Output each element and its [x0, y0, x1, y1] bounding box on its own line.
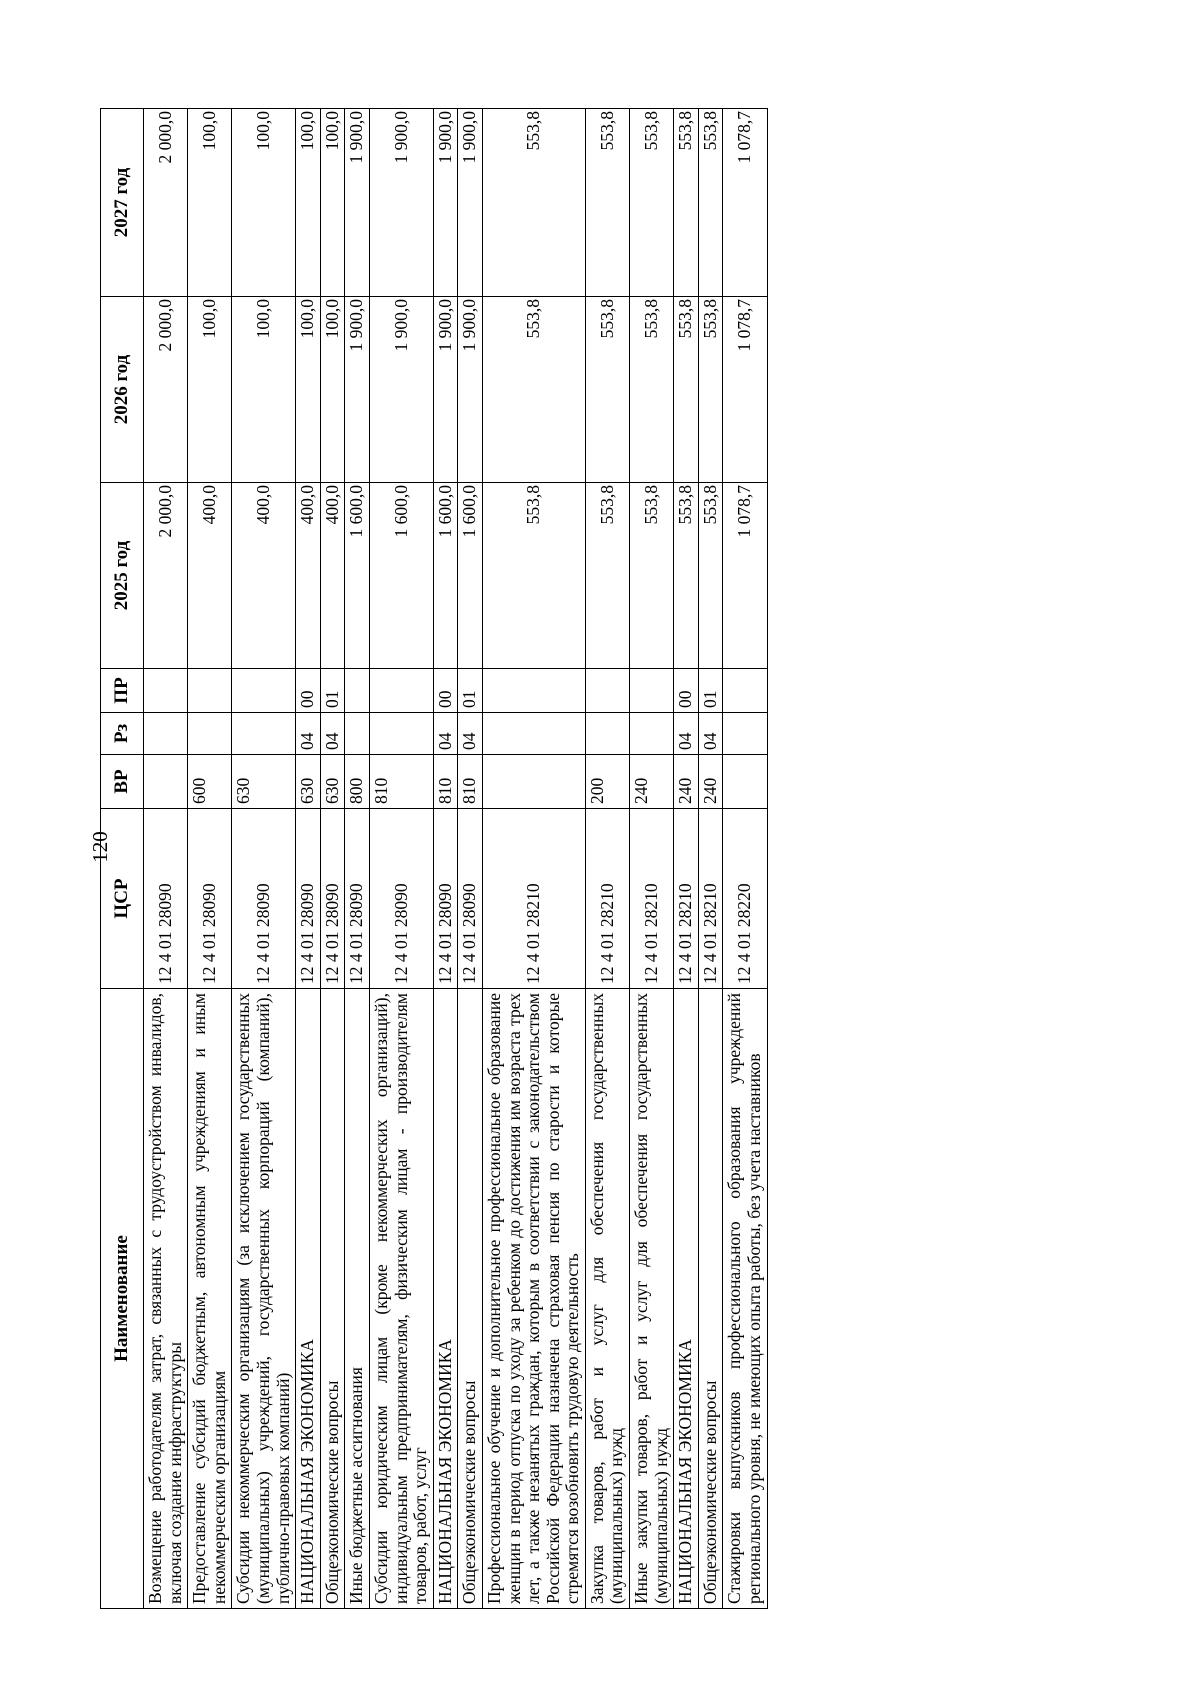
cell-2027: 1 900,0 [433, 109, 458, 297]
cell-rz: 04 [458, 713, 483, 755]
cell-2026: 100,0 [296, 297, 321, 483]
cell-name: Возмещение работодателям затрат, связанных с трудоустройством инвалидов, включая создание инфраструктуры [144, 989, 188, 1609]
table-row [674, 109, 699, 1609]
cell-pr [630, 669, 674, 713]
cell-csr: 12 4 01 28090 [188, 809, 232, 989]
cell-2027: 2 000,0 [144, 109, 188, 297]
cell-2026: 1 900,0 [345, 297, 370, 483]
cell-csr: 12 4 01 28090 [369, 809, 433, 989]
cell-rz [585, 713, 629, 755]
cell-vr: 600 [188, 755, 232, 809]
cell-csr: 12 4 01 28090 [296, 809, 321, 989]
cell-name: НАЦИОНАЛЬНАЯ ЭКОНОМИКА [674, 989, 699, 1609]
cell-vr: 630 [232, 755, 296, 809]
cell-name: Иные бюджетные ассигнования [345, 989, 370, 1609]
cell-2026: 553,8 [698, 297, 723, 483]
cell-rz [345, 713, 370, 755]
header-csr: ЦСР [101, 809, 144, 989]
table-body [144, 109, 768, 1609]
cell-2027: 1 078,7 [723, 109, 767, 297]
cell-2027: 553,8 [482, 109, 585, 297]
cell-pr [482, 669, 585, 713]
cell-rz: 04 [320, 713, 345, 755]
cell-vr: 810 [369, 755, 433, 809]
budget-table [100, 108, 768, 1609]
cell-2025: 1 078,7 [723, 483, 767, 669]
cell-pr: 00 [296, 669, 321, 713]
cell-2026: 1 078,7 [723, 297, 767, 483]
cell-2025: 1 600,0 [458, 483, 483, 669]
table-header-row [101, 109, 144, 1609]
cell-2027: 100,0 [188, 109, 232, 297]
cell-2027: 100,0 [320, 109, 345, 297]
table-row [188, 109, 232, 1609]
page-number: 120 [88, 831, 112, 863]
cell-2025: 400,0 [188, 483, 232, 669]
cell-2027: 553,8 [630, 109, 674, 297]
table-row [458, 109, 483, 1609]
cell-pr [345, 669, 370, 713]
cell-csr: 12 4 01 28090 [433, 809, 458, 989]
cell-vr: 240 [698, 755, 723, 809]
cell-2025: 553,8 [630, 483, 674, 669]
cell-2027: 1 900,0 [369, 109, 433, 297]
cell-pr: 01 [458, 669, 483, 713]
table-row [585, 109, 629, 1609]
cell-pr: 01 [320, 669, 345, 713]
cell-2027: 100,0 [296, 109, 321, 297]
cell-pr: 01 [698, 669, 723, 713]
cell-csr: 12 4 01 28090 [345, 809, 370, 989]
cell-rz: 04 [433, 713, 458, 755]
cell-vr: 810 [458, 755, 483, 809]
cell-rz: 04 [296, 713, 321, 755]
cell-vr: 630 [320, 755, 345, 809]
cell-pr [188, 669, 232, 713]
cell-2027: 100,0 [232, 109, 296, 297]
cell-2025: 1 600,0 [369, 483, 433, 669]
cell-2025: 400,0 [320, 483, 345, 669]
cell-csr: 12 4 01 28090 [458, 809, 483, 989]
table-row [369, 109, 433, 1609]
cell-2027: 1 900,0 [458, 109, 483, 297]
table-row [482, 109, 585, 1609]
table-row [320, 109, 345, 1609]
cell-csr: 12 4 01 28210 [482, 809, 585, 989]
header-vr: ВР [101, 755, 144, 809]
cell-2025: 400,0 [232, 483, 296, 669]
table-row [433, 109, 458, 1609]
cell-rz [232, 713, 296, 755]
cell-rz [188, 713, 232, 755]
cell-pr [369, 669, 433, 713]
cell-name: Субсидии некоммерческим организациям (за исключением государственных (муниципальных) учреждений, государственных корпораций (компаний), публично-правовых компаний) [232, 989, 296, 1609]
table-row [630, 109, 674, 1609]
cell-rz: 04 [698, 713, 723, 755]
cell-vr [144, 755, 188, 809]
cell-csr: 12 4 01 28220 [723, 809, 767, 989]
cell-csr: 12 4 01 28090 [144, 809, 188, 989]
header-rz: Рз [101, 713, 144, 755]
header-2026: 2026 год [101, 297, 144, 483]
cell-rz [369, 713, 433, 755]
table-row [296, 109, 321, 1609]
cell-pr [585, 669, 629, 713]
cell-name: Закупка товаров, работ и услуг для обеспечения государственных (муниципальных) нужд [585, 989, 629, 1609]
cell-name: Общеэкономические вопросы [320, 989, 345, 1609]
cell-csr: 12 4 01 28210 [674, 809, 699, 989]
cell-pr: 00 [433, 669, 458, 713]
header-pr: ПР [101, 669, 144, 713]
cell-name: Общеэкономические вопросы [698, 989, 723, 1609]
cell-vr: 810 [433, 755, 458, 809]
cell-2027: 1 900,0 [345, 109, 370, 297]
cell-2026: 100,0 [232, 297, 296, 483]
cell-csr: 12 4 01 28210 [585, 809, 629, 989]
cell-2027: 553,8 [585, 109, 629, 297]
cell-pr: 00 [674, 669, 699, 713]
cell-vr: 200 [585, 755, 629, 809]
cell-2026: 553,8 [674, 297, 699, 483]
header-2027: 2027 год [101, 109, 144, 297]
cell-2026: 1 900,0 [458, 297, 483, 483]
cell-2025: 1 600,0 [433, 483, 458, 669]
cell-rz: 04 [674, 713, 699, 755]
cell-vr: 240 [630, 755, 674, 809]
cell-name: Предоставление субсидий бюджетным, автономным учреждениям и иным некоммерческим организациям [188, 989, 232, 1609]
cell-2025: 1 600,0 [345, 483, 370, 669]
cell-pr [723, 669, 767, 713]
cell-name: НАЦИОНАЛЬНАЯ ЭКОНОМИКА [433, 989, 458, 1609]
cell-2027: 553,8 [698, 109, 723, 297]
cell-2026: 2 000,0 [144, 297, 188, 483]
cell-2026: 553,8 [585, 297, 629, 483]
cell-2026: 553,8 [482, 297, 585, 483]
table-row [232, 109, 296, 1609]
cell-vr: 240 [674, 755, 699, 809]
cell-csr: 12 4 01 28210 [698, 809, 723, 989]
cell-2025: 553,8 [585, 483, 629, 669]
cell-2025: 553,8 [698, 483, 723, 669]
cell-vr [723, 755, 767, 809]
header-2025: 2025 год [101, 483, 144, 669]
rotated-table-wrapper [100, 109, 765, 1609]
cell-name: Иные закупки товаров, работ и услуг для обеспечения государственных (муниципальных) нужд [630, 989, 674, 1609]
cell-2027: 553,8 [674, 109, 699, 297]
cell-name: Стажировки выпускников профессионального образования учреждений регионального уровня, не имеющих опыта работы, без учета наставников [723, 989, 767, 1609]
cell-csr: 12 4 01 28210 [630, 809, 674, 989]
cell-2026: 100,0 [188, 297, 232, 483]
cell-2026: 100,0 [320, 297, 345, 483]
cell-csr: 12 4 01 28090 [232, 809, 296, 989]
cell-name: Субсидии юридическим лицам (кроме некоммерческих организаций), индивидуальным предпринимателям, физическим лицам - производителям товаров, работ, услуг [369, 989, 433, 1609]
table-row [144, 109, 188, 1609]
cell-2025: 2 000,0 [144, 483, 188, 669]
cell-rz [630, 713, 674, 755]
table-row [723, 109, 767, 1609]
table-row [698, 109, 723, 1609]
header-name: Наименование [101, 989, 144, 1609]
cell-csr: 12 4 01 28090 [320, 809, 345, 989]
table-row [345, 109, 370, 1609]
cell-2026: 1 900,0 [433, 297, 458, 483]
cell-pr [144, 669, 188, 713]
cell-2025: 553,8 [674, 483, 699, 669]
cell-name: НАЦИОНАЛЬНАЯ ЭКОНОМИКА [296, 989, 321, 1609]
cell-vr: 800 [345, 755, 370, 809]
cell-name: Профессиональное обучение и дополнительное профессиональное образование женщин в период отпуска по уходу за ребенком до достижения им возраста трех лет, а также незанятых граждан, которым в соответствии с законодательством Российской Федерации назначена страховая пенсия по старости и которые стремятся возобновить трудовую деятельность [482, 989, 585, 1609]
cell-vr [482, 755, 585, 809]
cell-2025: 553,8 [482, 483, 585, 669]
cell-2026: 1 900,0 [369, 297, 433, 483]
cell-pr [232, 669, 296, 713]
cell-rz [482, 713, 585, 755]
cell-name: Общеэкономические вопросы [458, 989, 483, 1609]
cell-vr: 630 [296, 755, 321, 809]
cell-rz [144, 713, 188, 755]
cell-2026: 553,8 [630, 297, 674, 483]
cell-rz [723, 713, 767, 755]
cell-2025: 400,0 [296, 483, 321, 669]
